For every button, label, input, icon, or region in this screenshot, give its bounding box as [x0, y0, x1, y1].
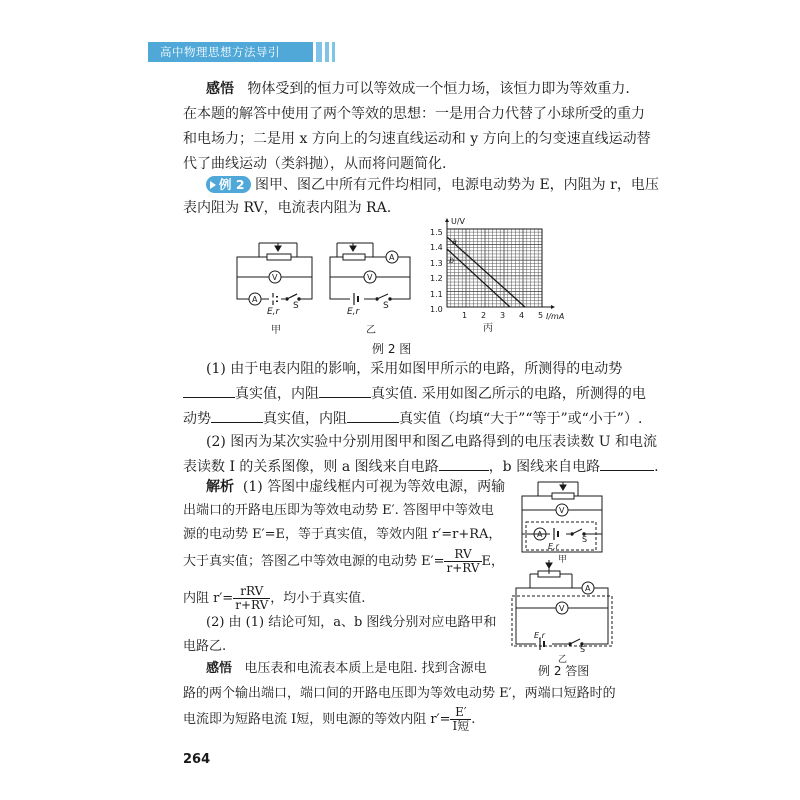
solution-line-2: 出端口的开路电压即为等效电动势 E′. 答图甲中等效电 — [183, 503, 494, 518]
figure-caption: 例 2 图 — [372, 342, 412, 356]
q2-line-1: (2) 图丙为某次实验中分别用图甲和图乙电路得到的电压表读数 U 和电流 — [206, 434, 657, 450]
y-tick-3: 1.3 — [430, 259, 443, 268]
svg-text:S: S — [582, 535, 588, 544]
ammeter-jia-label: A — [252, 295, 258, 304]
answer-blank-6[interactable] — [600, 457, 654, 471]
source-jia-label: E,r — [267, 307, 280, 317]
fraction-internal-resistance: $\frac{E'}{\text{I短}}$ — [452, 705, 470, 733]
switch-yi-label: S — [383, 301, 389, 311]
y-tick-6: 1.0 — [430, 305, 443, 314]
section1-line-2: 在本题的解答中使用了两个等效的思想：一是用合力代替了小球所受的重力 — [183, 106, 645, 122]
svg-text:A: A — [537, 530, 543, 539]
q2-line-2: 表读数 I 的关系图像，则 a 图线来自电路 ，b 图线来自电路 . — [183, 459, 659, 475]
svg-text:E,r: E,r — [548, 542, 559, 551]
answer-blank-5[interactable] — [439, 457, 489, 471]
example-figure — [225, 215, 585, 340]
label-yi: 乙 — [366, 325, 376, 336]
header-decoration-3 — [332, 42, 335, 62]
rheostat-slider — [275, 246, 281, 251]
section2-line-1: 感悟 电压表和电流表本质上是电阻. 找到含源电 — [206, 661, 487, 676]
fraction-resistance: $\frac{\text{rRV}}{r+RV}$ — [235, 584, 269, 612]
page-number: 264 — [183, 752, 211, 767]
section2-line-2: 路的两个输出端口，端口间的开路电压即为等效电动势 E′，两端口短路时的 — [183, 686, 616, 701]
graph-bing — [430, 217, 564, 334]
section2-line-3: 电流即为短路电流 I短，则电源的等效内阻 r′= $\frac{E'}{\text{I短}}$ . — [183, 705, 476, 733]
section1-line-3: 和电场力；二是用 x 方向上的匀速直线运动和 y 方向上的匀变速直线运动替 — [183, 131, 651, 147]
section1-text-1: 物体受到的恒力可以等效成一个恒力场，该恒力即为等效重力. — [247, 81, 630, 97]
solution-line-3: 源的电动势 E′=E，等于真实值，等效内阻 r′=r+RA， — [183, 527, 502, 542]
voltmeter-jia-label: V — [272, 273, 278, 282]
example-text-1: 图甲、图乙中所有元件均相同，电源电动势为 E，内阻为 r，电压 — [255, 177, 659, 193]
section2-label: 感悟 — [206, 661, 233, 676]
header-decoration-1 — [316, 42, 322, 62]
switch-jia-label: S — [293, 301, 299, 311]
solution-line-7: 电路乙. — [183, 639, 227, 654]
q1-line-2: 真实值，内阻 真实值. 采用如图乙所示的电路，所测得的电 — [183, 384, 646, 403]
example-line-2: 表内阻为 RV，电流表内阻为 RA. — [183, 200, 392, 216]
section1-label: 感悟 — [206, 81, 234, 97]
solution-line-4: 大于真实值；答图乙中等效电源的电动势 E′= $\frac{RV}{r+RV}$ E， — [183, 547, 505, 575]
y-tick-4: 1.2 — [430, 274, 443, 283]
x-tick-5: 5 — [538, 311, 544, 320]
fraction-emf: $\frac{RV}{r+RV}$ — [446, 547, 480, 575]
graph-grid — [447, 229, 542, 307]
x-tick-3: 3 — [500, 311, 506, 320]
y-tick-5: 1.1 — [430, 290, 443, 299]
example-tag: 例 2 — [206, 176, 251, 193]
svg-text:S: S — [580, 645, 586, 654]
answer-blank-3[interactable] — [211, 409, 263, 423]
graph-x-label: I/mA — [546, 312, 565, 321]
header-decoration-2 — [325, 42, 329, 62]
solution-line-6: (2) 由 (1) 结论可知，a、b 图线分别对应电路甲和 — [206, 615, 497, 630]
answer-figure-caption: 例 2 答图 — [538, 664, 590, 678]
q1-line-3: 动势 真实值，内阻 真实值（均填“大于”“等于”或“小于”）. — [183, 411, 643, 427]
answer-figure — [508, 470, 618, 665]
ammeter-yi-label: A — [389, 253, 395, 262]
x-tick-1: 1 — [462, 311, 468, 320]
header-title: 高中物理思想方法导引 — [160, 45, 280, 59]
x-tick-4: 4 — [519, 311, 525, 320]
svg-text:A: A — [585, 584, 591, 593]
answer-blank-2[interactable] — [319, 384, 371, 398]
section1-line-4: 代了曲线运动（类斜抛），从而将问题简化. — [183, 156, 447, 172]
label-jia: 甲 — [271, 325, 281, 336]
answer-blank-1[interactable] — [183, 384, 235, 398]
answer-label-yi: 乙 — [558, 655, 568, 665]
svg-text:E,r: E,r — [534, 631, 545, 640]
graph-frame — [447, 229, 542, 307]
line-b-label: b — [449, 256, 455, 265]
label-bing: 丙 — [483, 323, 493, 334]
answer-blank-4[interactable] — [347, 409, 399, 423]
rheostat-yi — [343, 254, 365, 260]
svg-text:V: V — [559, 506, 565, 515]
line-a-label: a — [452, 237, 457, 246]
q1-line-1: (1) 由于电表内阻的影响，采用如图甲所示的电路，所测得的电动势 — [206, 361, 623, 377]
answer-label-jia: 甲 — [558, 555, 568, 565]
svg-text:V: V — [559, 604, 565, 613]
example-line-1 — [206, 176, 659, 194]
solution-line-1: 解析 (1) 答图中虚线框内可视为等效电源，两输 — [206, 479, 506, 495]
source-yi-label: E,r — [347, 307, 360, 317]
x-tick-2: 2 — [481, 311, 487, 320]
section1-line-1 — [206, 80, 630, 98]
solution-label: 解析 — [206, 479, 234, 495]
solution-line-5: 内阻 r′= $\frac{\text{rRV}}{r+RV}$ ，均小于真实值. — [183, 584, 366, 612]
triangle-icon — [210, 181, 216, 189]
y-tick-1: 1.5 — [430, 228, 443, 237]
rheostat — [267, 254, 291, 260]
graph-y-label: U/V — [451, 217, 466, 226]
line-b — [447, 249, 510, 307]
y-tick-2: 1.4 — [430, 243, 443, 252]
voltmeter-yi-label: V — [367, 273, 373, 282]
